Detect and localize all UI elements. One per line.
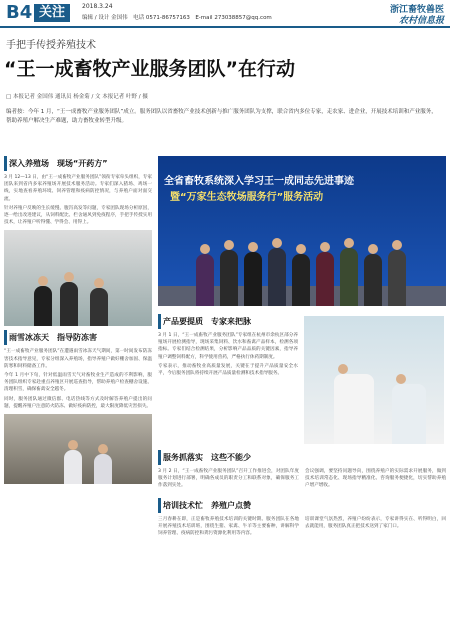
right-column <box>158 152 446 539</box>
section-5-body <box>158 516 446 540</box>
person-figure <box>34 286 52 326</box>
left-column <box>4 152 152 484</box>
person-figure <box>64 450 82 484</box>
lab-testing-photo <box>304 316 444 444</box>
person-figure <box>60 282 78 326</box>
article-headline: “王一成畜牧产业服务团队”在行动 <box>4 58 295 80</box>
editor-contact: 编辑 / 设计 金国伟 电话 0571-86757163 E-mail 273038857@qq.com <box>82 15 272 21</box>
section-2-title: 雨雪冰冻天 指导防冻害 <box>4 330 152 345</box>
section-2-paragraph: 同时，服务团队通过微信群、电话热线等方式及时解答养殖户提出的问题，提醒养殖户注意防火防冻、做好疫病防控，最大限度降低灾害损失。 <box>4 396 152 409</box>
section-4-title: 服务抓落实 这些不能少 <box>158 450 446 465</box>
section-2-paragraph: “王一成畜牧产业服务团队”在遭遇雨雪冰冻天气期间，第一时间发布防冻害技术指导意见，专家分组深入养殖场，指导养殖户做好棚舍加固、保温防寒和饲料储备工作。 <box>4 349 152 369</box>
issue-date: 2018.3.24 <box>82 3 113 10</box>
section-5-paragraph: 培训课堂气氛热烈，养殖户纷纷表示，专家讲得实在、听得明白，回去就能用，服务团队真正把技术送到了家门口。 <box>305 516 446 529</box>
section-3-paragraph: 专家表示，推动畜牧业高质量发展，关键在于提升产品质量安全水平，今后服务团队将持续开展产品质量检测和技术指导服务。 <box>158 363 298 377</box>
person-figure <box>244 252 262 306</box>
banner-text: 全省畜牧系统深入学习王一成同志先进事迹 <box>164 176 354 187</box>
event-group-photo <box>158 156 446 306</box>
article-byline: □ 本报记者 金国伟 通讯员 杨金菊 / 文 本报记者 叶野 / 摄 <box>6 94 148 100</box>
person-figure <box>334 374 374 444</box>
newspaper-logo: 农村信息报 <box>398 16 444 26</box>
section-5-paragraph: 三月春耕在即，正是畜牧养殖技术培训的关键时期。服务团队在各地开展养殖技术培训班，围绕生猪、家禽、牛羊等主要畜种，讲解科学饲养管理、疫病防控和粪污资源化利用等内容。 <box>158 516 299 537</box>
section-2-paragraph: 今年 1 月中下旬，针对低温雨雪天气对畜牧业生产造成的不利影响，服务团队组织专家赴重点养殖区开展巡查指导，帮助养殖户检查棚舍设施、清理积雪，确保畜禽安全越冬。 <box>4 373 152 393</box>
person-figure <box>94 454 112 484</box>
section-1-paragraph: 3 月 12—13 日，由“王一成畜牧产业服务团队”领衔专家牵头组织，专家团队来到省内多家养殖场开展技术服务活动。专家们深入猪场、鸡场一线，实地查看养殖环境、饲养管理和疫病防控情况，与养殖户面对面交流。 <box>4 175 152 202</box>
person-figure <box>220 250 238 306</box>
quality-section <box>158 310 446 444</box>
section-5-title: 培训技术忙 养殖户点赞 <box>158 498 446 513</box>
person-figure <box>292 254 310 306</box>
person-figure <box>364 254 382 306</box>
section-1-paragraph: 针对养殖户反映的生长缓慢、腹泻高发等问题，专家团队现场分析原因，逐一给出改进建议，从饲料配比、栏舍通风到免疫程序，手把手传授实用技术，让养殖户听得懂、学得会、用得上。 <box>4 205 152 226</box>
section-name: 关注 <box>34 4 70 22</box>
section-4-paragraph: 会议强调，要坚持问题导向，围绕养殖户的实际需求开展服务，做到技术培训常态化、现场指导精准化、咨询服务便捷化，切实帮助养殖户增产增收。 <box>305 469 446 489</box>
person-figure <box>268 248 286 306</box>
section-3-paragraph: 3 月 1 日，“王一成畜牧产业服务团队”专家组在杭州市余杭区部分养殖场开展检测指导，现场采集饲料、饮水和畜禽产品样本，检测各项指标。专家们结合检测结果，分析影响产品品质的关键因素，指导养殖户调整饲料配方，科学使用兽药，严格执行休药期制度。 <box>158 333 298 360</box>
poultry-house-photo <box>4 414 152 484</box>
section-number: B4 <box>6 2 33 23</box>
section-4-body <box>158 468 446 492</box>
editor-note: 编者按：今年 1 月，“王一成畜牧产业服务团队”成立。服务团队以省畜牧产业技术创新与推广服务团队为支撑，联合省内多位专家，走农家、进企业，开展技术培训和产业服务，帮助养殖户解决生产难题，助力畜牧业转型升级。 <box>6 109 437 124</box>
region-title: 浙江畜牧兽医 <box>389 5 444 15</box>
section-4-paragraph: 3 月 2 日，“王一成畜牧产业服务团队”召开工作推进会，对团队年度服务计划进行部署，明确各成员的职责分工和联系对象，确保服务工作落到实处。 <box>158 469 299 489</box>
section-3-title: 产品要提质 专家来把脉 <box>158 314 298 329</box>
page-masthead <box>0 0 450 28</box>
section-badge <box>4 2 64 22</box>
farm-visit-photo <box>4 230 152 326</box>
person-figure <box>340 248 358 306</box>
quality-text <box>158 310 298 444</box>
banner-subtext: 暨“万家生态牧场服务行”服务活动 <box>170 192 324 203</box>
person-figure <box>90 288 108 326</box>
person-figure <box>388 250 406 306</box>
article-kicker: 手把手传授养殖技术 <box>6 40 96 51</box>
person-figure <box>392 384 426 444</box>
person-figure <box>196 254 214 306</box>
section-1-title: 深入养殖场 现场“开药方” <box>4 156 152 171</box>
person-figure <box>316 252 334 306</box>
